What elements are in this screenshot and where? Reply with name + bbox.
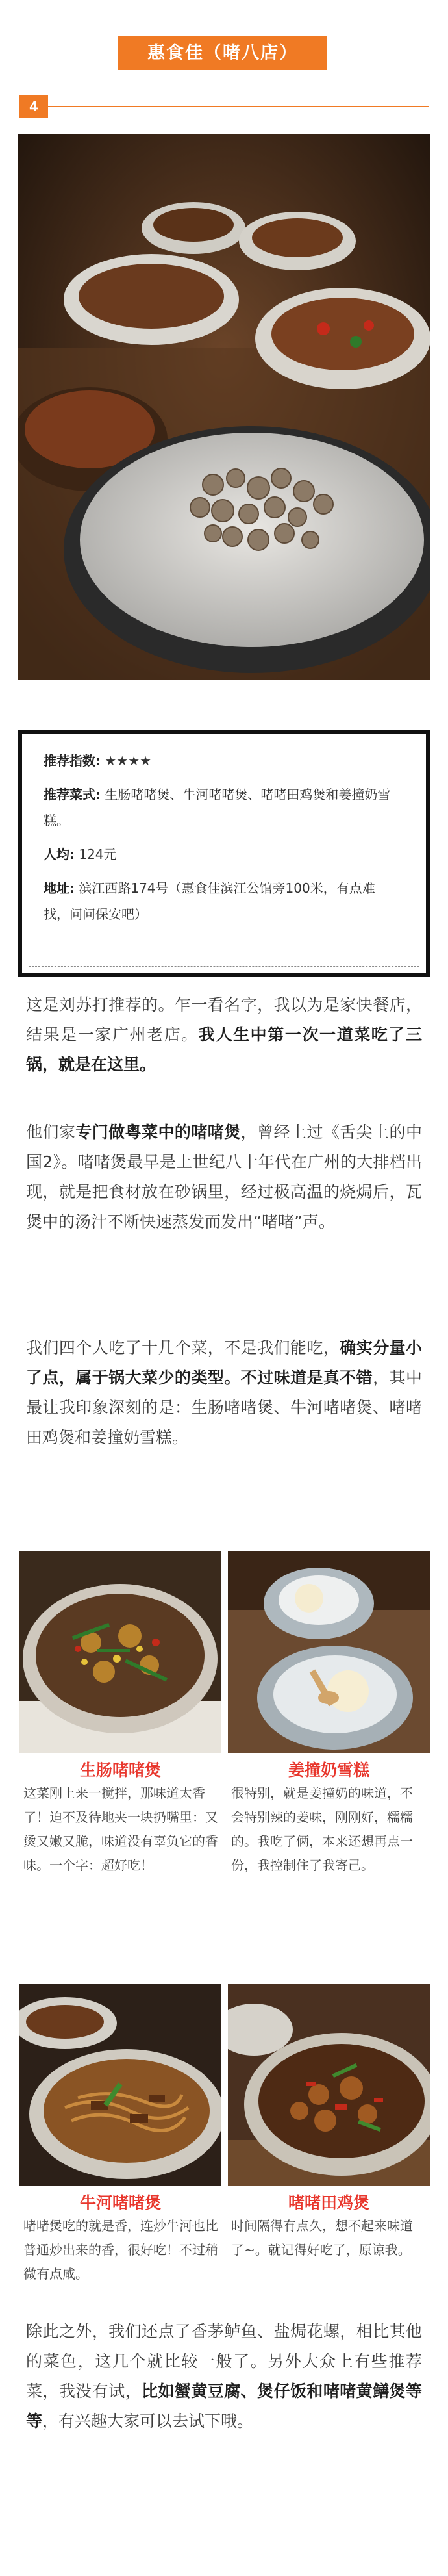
main-food-photo: [18, 134, 430, 680]
section-divider: [48, 106, 429, 107]
intro-highlight: 我人生中第一次一道菜吃了三锅，就是在这里。: [26, 1025, 422, 1074]
portion-text-pre: 我们四个人吃了十几个菜，不是我们能吃，: [26, 1338, 340, 1357]
dish-photo-ginger-icecream: [228, 1551, 430, 1753]
recommended-dishes-label: 推荐菜式:: [44, 787, 101, 802]
restaurant-info-box: [18, 730, 430, 977]
price-value: 124元: [79, 847, 117, 862]
dish-photo-beef-noodle: [19, 1984, 221, 2186]
other-dishes-paragraph: [26, 2317, 422, 2436]
address-row: [44, 875, 401, 927]
price-label: 人均:: [44, 847, 75, 862]
info-inner-frame: [29, 741, 419, 967]
other-dishes-highlight: 比如蟹黄豆腐、煲仔饭和啫啫黄鳝煲等等: [26, 2382, 422, 2430]
dish-name-1: 生肠啫啫煲: [79, 1761, 161, 1779]
portion-highlight: 确实分量小了点，属于锅大菜少的类型。不过味道是真不错: [26, 1338, 422, 1387]
dish-desc-1: 这菜刚上来一搅拌，那味道太香了！迫不及待地夹一块扔嘴里：又烫又嫩又脆，味道没有辜负它的香味。一个字：超好吃！: [23, 1785, 218, 1873]
dish-photo-intestine: [19, 1551, 221, 1753]
history-text-post: ，曾经上过《舌尖上的中国2》。啫啫煲最早是上世纪八十年代在广州的大排档出现，就是把食材放在砂锅里，经过极高温的烧焗后，瓦煲中的汤汁不断快速蒸发而发出“啫啫”声。: [26, 1123, 422, 1231]
section-number-badge: 4: [19, 95, 48, 118]
rating-row: [44, 748, 401, 774]
dish-photo-frog: [228, 1984, 430, 2186]
restaurant-title: 惠食佳（啫八店）: [118, 36, 327, 70]
rating-stars: ★★★★: [105, 753, 152, 769]
portion-text-post: ，其中最让我印象深刻的是：生肠啫啫煲、牛河啫啫煲、啫啫田鸡煲和姜撞奶雪糕。: [26, 1368, 422, 1447]
rating-label: 推荐指数:: [44, 753, 101, 769]
other-dishes-text-post: ，有兴趣大家可以去试下哦。: [42, 2412, 254, 2430]
dish-desc-4: 时间隔得有点久，想不起来味道了~。就记得好吃了，原谅我。: [231, 2218, 413, 2258]
history-text-pre: 他们家: [26, 1123, 76, 1141]
dish-desc-3: 啫啫煲吃的就是香，连炒牛河也比普通炒出来的香，很好吃！不过稍微有点咸。: [23, 2218, 218, 2282]
recommended-dishes-value: 生肠啫啫煲、牛河啫啫煲、啫啫田鸡煲和姜撞奶雪糕。: [44, 787, 391, 828]
dish-name-3: 牛河啫啫煲: [79, 2193, 161, 2212]
other-dishes-text-pre: 除此之外，我们还点了香茅鲈鱼、盐焗花螺，相比其他的菜色，这几个就比较一般了。另外大众上有些推荐菜，我没有试，: [26, 2322, 422, 2401]
dish-name-4: 啫啫田鸡煲: [288, 2193, 369, 2212]
intro-text: 这是刘苏打推荐的。乍一看名字，我以为是家快餐店，结果是一家广州老店。: [26, 995, 422, 1044]
history-paragraph: [26, 1117, 422, 1237]
recommended-dishes-row: [44, 782, 401, 834]
dish-name-2: 姜撞奶雪糕: [288, 1761, 369, 1779]
history-highlight: 专门做粤菜中的啫啫煲: [75, 1123, 241, 1141]
address-label: 地址:: [44, 880, 75, 896]
price-row: [44, 841, 401, 867]
intro-paragraph: [26, 990, 422, 1080]
portion-paragraph: [26, 1333, 422, 1453]
address-value: 滨江西路174号（惠食佳滨江公馆旁100米，有点难找，问问保安吧）: [44, 880, 375, 922]
dish-desc-2: 很特别，就是姜撞奶的味道，不会特别辣的姜味，刚刚好，糯糯的。我吃了俩，本来还想再点一份，我控制住了我寄己。: [231, 1785, 413, 1873]
